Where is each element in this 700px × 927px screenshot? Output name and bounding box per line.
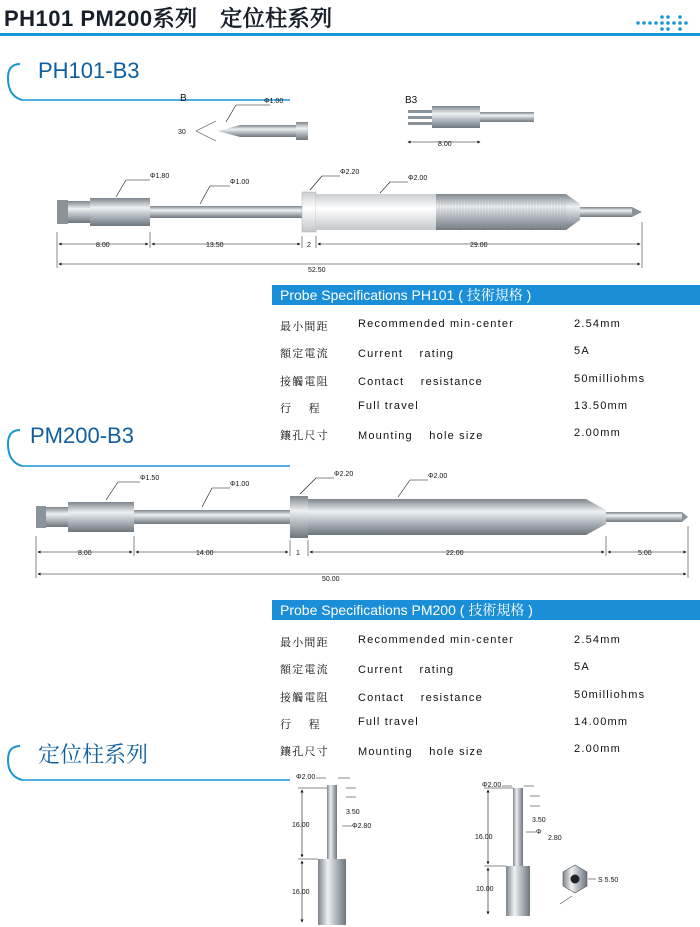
locating-pin-left: [292, 774, 371, 925]
lp-left-tip: 3.50: [346, 809, 360, 816]
section-title-locating: 定位柱系列: [38, 742, 149, 767]
page-title: PH101 PM200系列 定位柱系列: [4, 6, 333, 31]
ph101-len-total: 52.50: [308, 267, 326, 274]
tip-b3-drawing: [405, 95, 534, 148]
ph101-d-plunger: Φ1.00: [230, 179, 250, 186]
pm200-probe: [36, 496, 688, 538]
ph101-probe: [57, 192, 642, 232]
lp-right-upper: 16.00: [475, 834, 493, 841]
ph101-len-plunger: 13.50: [206, 242, 224, 249]
tip-b3-label: B3: [405, 95, 418, 106]
pm200-len-tail: 5.00: [638, 550, 652, 557]
lp-left-lower: 16.00: [292, 889, 310, 896]
ph101-len-barrel: 29.00: [470, 242, 488, 249]
pm200-len-plunger: 14.00: [196, 550, 214, 557]
lp-right-dtop: Φ2.00: [482, 782, 502, 789]
tip-b-drawing: [178, 93, 308, 141]
ph101-d-head: Φ1.80: [150, 173, 170, 180]
lp-left-dtop: Φ2.00: [296, 774, 316, 781]
lp-left-dbody: Φ2.80: [352, 823, 372, 830]
pm200-len-head: 8.00: [78, 550, 92, 557]
pm200-len-gap: 1: [296, 550, 300, 557]
lp-right-tip: 3.50: [532, 817, 546, 824]
lp-right-dbody: 2.80: [548, 835, 562, 842]
ph101-len-gap: 2: [307, 242, 311, 249]
pm200-d-barrel-top: Φ2.20: [334, 471, 354, 478]
tip-b3-length: 8.00: [438, 141, 452, 148]
spec-header-pm200: Probe Specifications PM200 ( 技術規格 ): [272, 600, 700, 620]
lp-right-lower: 10.00: [476, 886, 494, 893]
pm200-d-barrel: Φ2.00: [428, 473, 448, 480]
spec-header-ph101: Probe Specifications PH101 ( 技術規格 ): [272, 285, 700, 305]
section-title-pm200: PM200-B3: [30, 423, 134, 448]
lp-left-upper: 16.00: [292, 822, 310, 829]
tip-b-label: B: [180, 93, 187, 104]
pm200-d-head: Φ1.50: [140, 475, 160, 482]
lp-right-dbody-symbol: Φ: [536, 829, 542, 836]
locating-pin-right: [475, 782, 618, 916]
section-title-ph101: PH101-B3: [38, 58, 140, 83]
tip-b-angle: 30: [178, 129, 186, 136]
ph101-d-barrel-top: Φ2.20: [340, 169, 360, 176]
ph101-len-head: 8.00: [96, 242, 110, 249]
ph101-d-barrel: Φ2.00: [408, 175, 428, 182]
tip-b-diameter: Φ1.00: [264, 98, 284, 105]
pm200-d-plunger: Φ1.00: [230, 481, 250, 488]
lp-right-hex: S 5.50: [598, 877, 619, 884]
pm200-len-barrel: 22.00: [446, 550, 464, 557]
pm200-len-total: 50.00: [322, 576, 340, 583]
